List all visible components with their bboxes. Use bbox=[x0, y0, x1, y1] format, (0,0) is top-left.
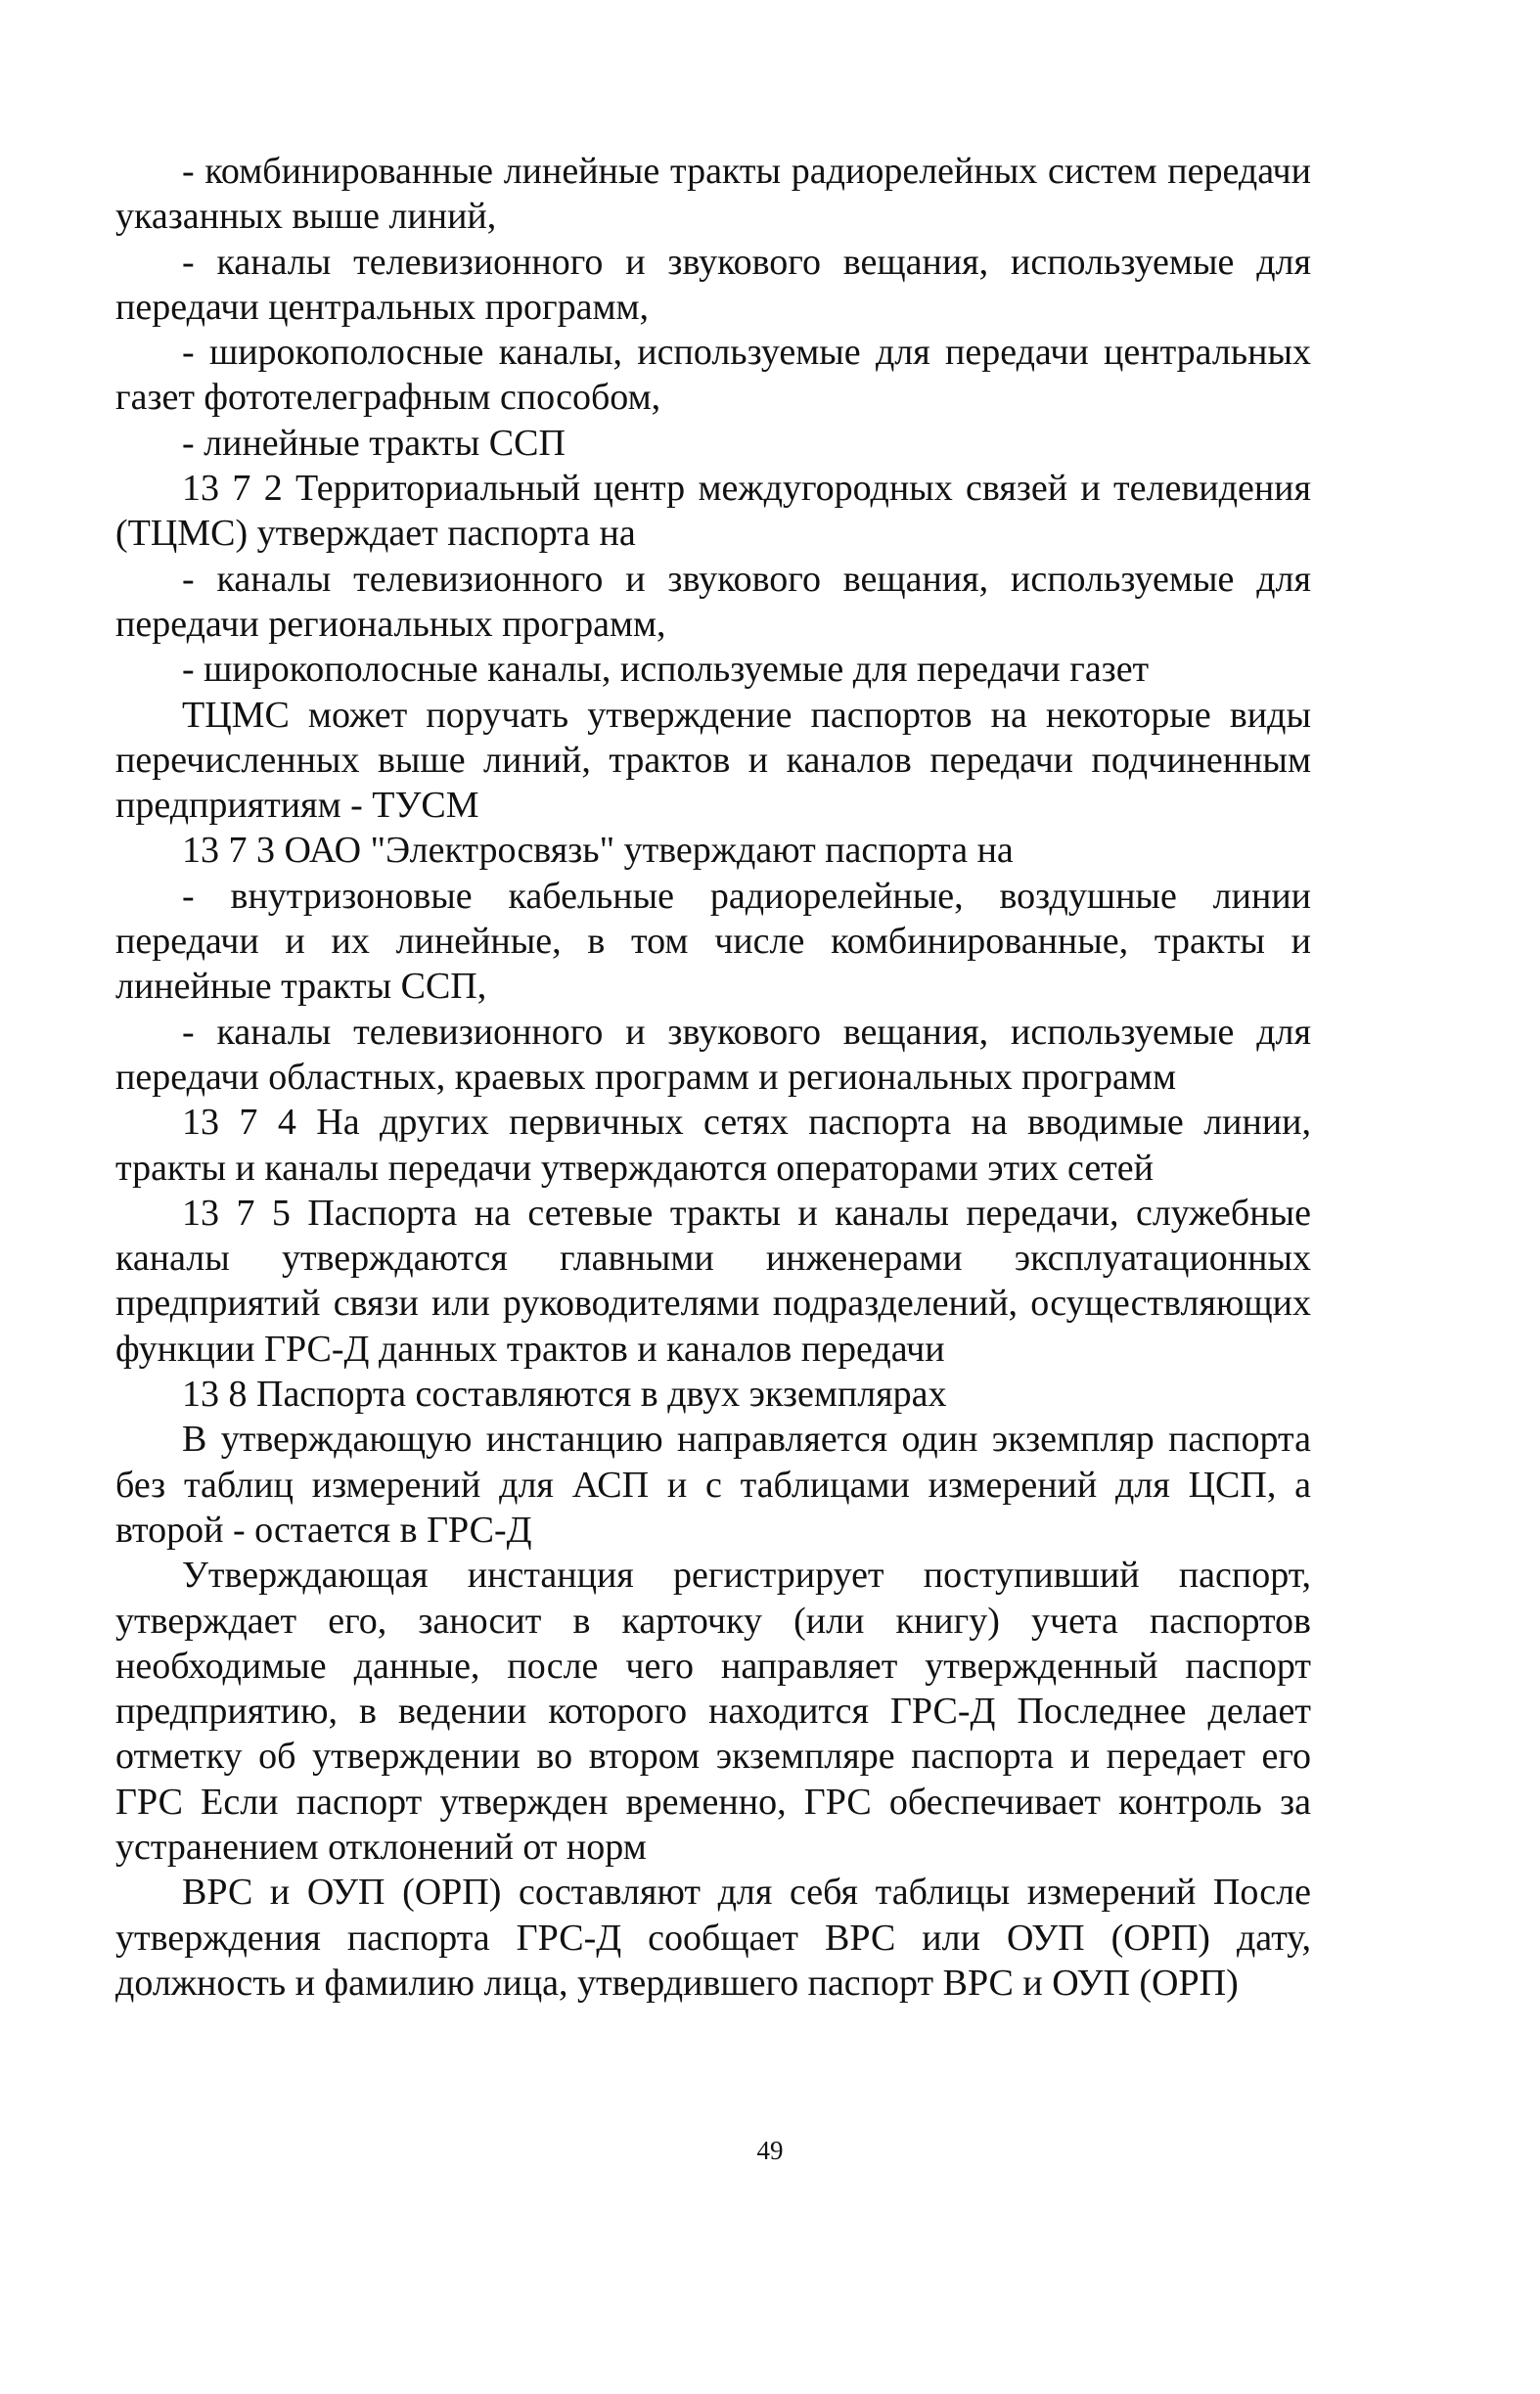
document-body bbox=[115, 149, 1311, 2006]
paragraph-item: 13 7 5 Паспорта на сетевые тракты и каналы передачи, служебные каналы утверждаются главными инженерами эксплуатационных предприятий связи или руководителями подразделений, осуществляющих функции ГРС-Д данных трактов и каналов передачи bbox=[115, 1192, 1311, 1370]
paragraph-item: - каналы телевизионного и звукового вещания, используемые для передачи региональных программ, bbox=[115, 558, 1311, 645]
paragraph-item: - широкополосные каналы, используемые для передачи газет bbox=[182, 649, 1150, 691]
paragraph-item: - комбинированные линейные тракты радиорелейных систем передачи указанных выше линий, bbox=[115, 151, 1311, 238]
paragraph-item: ВРС и ОУП (ОРП) составляют для себя таблицы измерений После утверждения паспорта ГРС-Д сообщает ВРС или ОУП (ОРП) дату, должность и фамилию лица, утвердившего паспорт ВРС и ОУП (ОРП) bbox=[115, 1872, 1311, 2004]
page-number: 49 bbox=[756, 2136, 784, 2165]
paragraph-item: 13 7 4 На других первичных сетях паспорта на вводимые линии, тракты и каналы передачи утверждаются операторами этих сетей bbox=[115, 1102, 1311, 1189]
paragraph-item: - каналы телевизионного и звукового вещания, используемые для передачи центральных программ, bbox=[115, 241, 1311, 328]
paragraph-item: - каналы телевизионного и звукового вещания, используемые для передачи областных, краевых программ и региональных программ bbox=[115, 1011, 1311, 1098]
paragraph-item: 13 8 Паспорта составляются в двух экземплярах bbox=[182, 1374, 947, 1416]
paragraph-item: Утверждающая инстанция регистрирует поступивший паспорт, утверждает его, заносит в карточку (или книгу) учета паспортов необходимые данные, после чего направляет утвержденный паспорт предприятию, в ведении которого находится ГРС-Д Последнее делает отметку об утверждении во втором экземпляре паспорта и передает его ГРС Если паспорт утвержден временно, ГРС обеспечивает контроль за устранением отклонений от норм bbox=[115, 1555, 1311, 1868]
paragraph-item: В утверждающую инстанцию направляется один экземпляр паспорта без таблиц измерений для АСП и с таблицами измерений для ЦСП, а второй - остается в ГРС-Д bbox=[115, 1419, 1311, 1551]
paragraph-item: ТЦМС может поручать утверждение паспортов на некоторые виды перечисленных выше линий, трактов и каналов передачи подчиненным предприятиям - ТУСМ bbox=[115, 694, 1311, 827]
paragraph-item: - линейные тракты ССП bbox=[182, 422, 566, 464]
paragraph-item: 13 7 2 Территориальный центр междугородных связей и телевидения (ТЦМС) утверждает паспорта на bbox=[115, 468, 1311, 555]
paragraph-item: - внутризоновые кабельные радиорелейные, воздушные линии передачи и их линейные, в том числе комбинированные, тракты и линейные тракты ССП, bbox=[115, 875, 1311, 1008]
paragraph-item: 13 7 3 ОАО "Электросвязь" утверждают паспорта на bbox=[182, 830, 1014, 872]
paragraph-item: - широкополосные каналы, используемые для передачи центральных газет фототелеграфным способом, bbox=[115, 332, 1311, 419]
